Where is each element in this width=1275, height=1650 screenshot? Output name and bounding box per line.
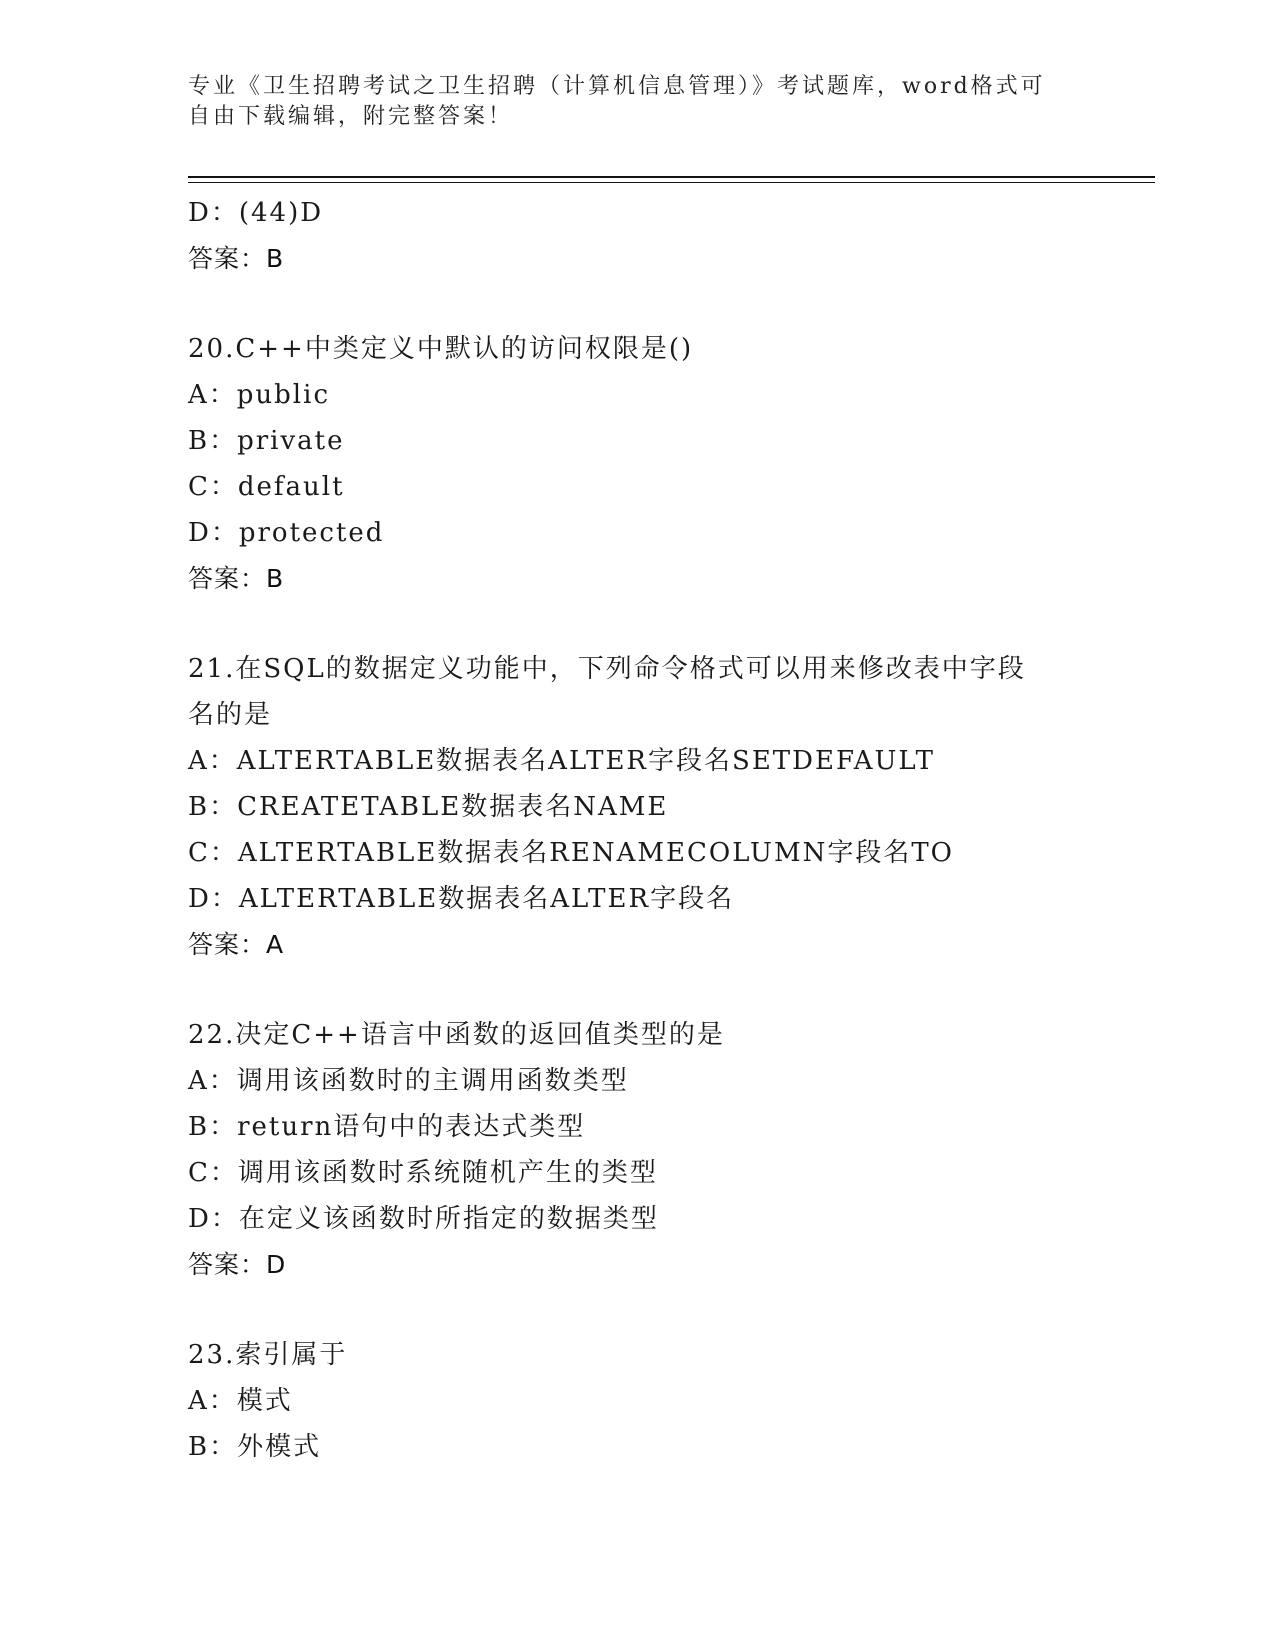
document-header: 专业《卫生招聘考试之卫生招聘（计算机信息管理）》考试题库，word格式可自由下载编辑，附完整答案！ — [188, 74, 1046, 129]
question-22 — [188, 1012, 1088, 1288]
question-stem: 23.索引属于 — [188, 1340, 348, 1370]
option-c: C：default — [188, 472, 345, 502]
option-b: B：外模式 — [188, 1432, 322, 1462]
question-21 — [188, 646, 1088, 968]
option-a: A：public — [188, 380, 331, 410]
option-d: D：ALTERTABLE数据表名ALTER字段名 — [188, 884, 735, 914]
option-c: C：ALTERTABLE数据表名RENAMECOLUMN字段名TO — [188, 838, 954, 868]
question-list — [188, 190, 1088, 1470]
prev-option-d: D：(44)D — [188, 198, 324, 228]
question-stem: 20.C++中类定义中默认的访问权限是() — [188, 334, 694, 364]
question-23 — [188, 1332, 1088, 1470]
option-d: D：在定义该函数时所指定的数据类型 — [188, 1204, 659, 1234]
option-b: B：return语句中的表达式类型 — [188, 1112, 586, 1142]
question-20 — [188, 326, 1088, 602]
answer: 答案：D — [188, 1250, 287, 1279]
option-a: A：ALTERTABLE数据表名ALTER字段名SETDEFAULT — [188, 746, 935, 776]
question-stem: 22.决定C++语言中函数的返回值类型的是 — [188, 1020, 725, 1050]
question-stem: 21.在SQL的数据定义功能中，下列命令格式可以用来修改表中字段名的是 — [188, 654, 1026, 730]
option-a: A：调用该函数时的主调用函数类型 — [188, 1066, 629, 1096]
answer: 答案：B — [188, 564, 285, 593]
header-rule-thick — [188, 176, 1155, 178]
option-a: A：模式 — [188, 1386, 293, 1416]
option-d: D：protected — [188, 518, 385, 548]
answer: 答案：A — [188, 930, 285, 959]
prev-answer: 答案：B — [188, 244, 285, 273]
option-c: C：调用该函数时系统随机产生的类型 — [188, 1158, 658, 1188]
header-rule-thin — [188, 182, 1155, 183]
option-b: B：CREATETABLE数据表名NAME — [188, 792, 669, 822]
option-b: B：private — [188, 426, 345, 456]
